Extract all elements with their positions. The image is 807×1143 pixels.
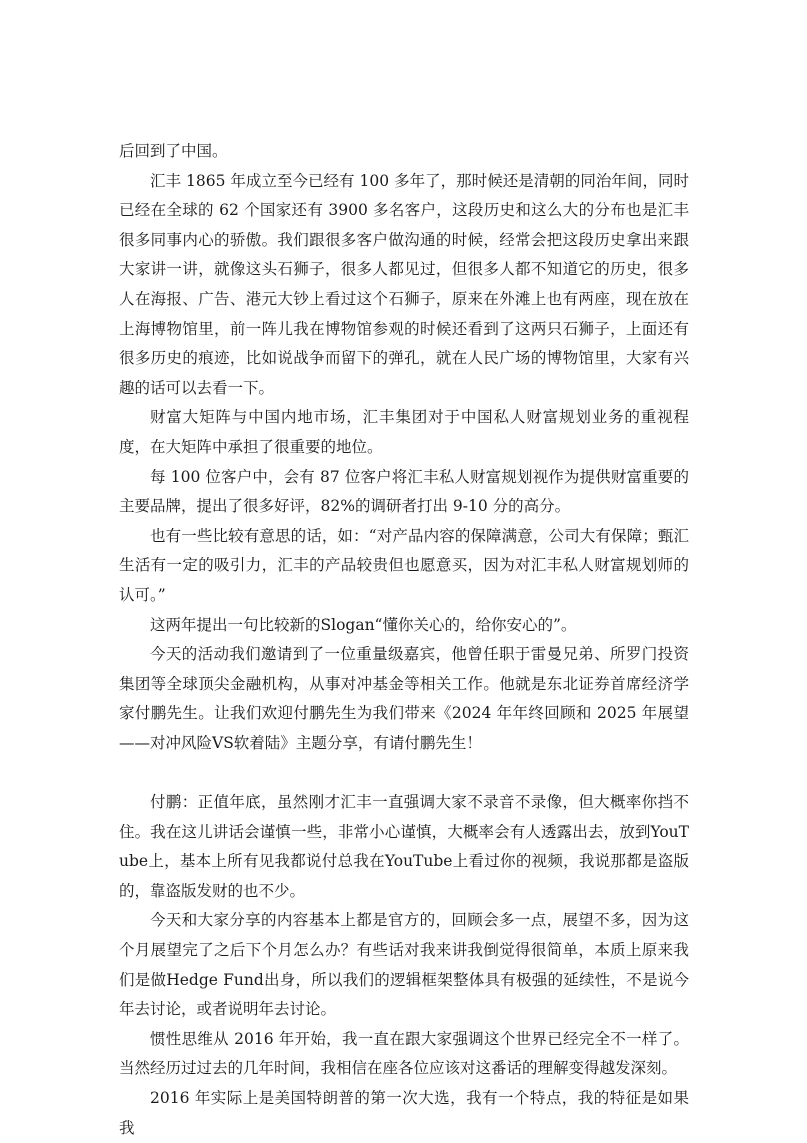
- paragraph-client-quotes: 也有一些比较有意思的话，如：“对产品内容的保障满意，公司大有保障；甄汇生活有一定的吸引力，汇丰的产品较贵但也愿意买，因为对汇丰私人财富规划师的认可。”: [119, 526, 689, 604]
- paragraph-slogan: 这两年提出一句比较新的Slogan“懂你关心的，给你安心的”。: [150, 615, 577, 634]
- paragraph-speaker-opening: 付鹏：正值年底，虽然刚才汇丰一直强调大家不录音不录像，但大概率你挡不住。我在这儿讲话会谨慎一些，非常小心谨慎，大概率会有人透露出去，放到YouTube上，基本上所有见我都说付总我在YouTube上看过你的视频，我说那都是盗版的，靠盗版发财的也不少。: [119, 793, 689, 900]
- paragraph-continuation: 后回到了中国。: [119, 142, 228, 160]
- paragraph-client-survey: 每 100 位客户中，会有 87 位客户将汇丰私人财富规划视作为提供财富重要的主要品牌，提出了很多好评，82%的调研者打出 9-10 分的高分。: [119, 467, 689, 516]
- paragraph-wealth-matrix: 财富大矩阵与中国内地市场，汇丰集团对于中国私人财富规划业务的重视程度，在大矩阵中承担了很重要的地位。: [119, 408, 689, 456]
- paragraph-2016-election: 2016 年实际上是美国特朗普的第一次大选，我有一个特点，我的特征是如果我: [119, 1089, 689, 1137]
- paragraph-hsbc-history: 汇丰 1865 年成立至今已经有 100 多年了，那时候还是清朝的同治年间，同时已经在全球的 62 个国家还有 3900 多名客户，这段历史和这么大的分布也是汇丰很多同事内心的骄傲。我们跟很多客户做沟通的时候，经常会把这段历史拿出来跟大家讲一讲，就像这头石狮子，很多人都见过，但很多人都不知道它的历史，很多人在海报、广告、港元大钞上看过这个石狮子，原来在外滩上也有两座，现在放在上海博物馆里，前一阵儿我在博物馆参观的时候还看到了这两只石狮子，上面还有很多历史的痕迹，比如说战争而留下的弹孔，就在人民广场的博物馆里，大家有兴趣的话可以去看一下。: [119, 171, 689, 397]
- paragraph-guest-intro: 今天的活动我们邀请到了一位重量级嘉宾，他曾任职于雷曼兄弟、所罗门投资集团等全球顶尖金融机构，从事对冲基金等相关工作。他就是东北证券首席经济学家付鹏先生。让我们欢迎付鹏先生为我们带来《2024 年年终回顾和 2025 年展望——对冲风险VS软着陆》主题分享，有请付鹏先生！: [119, 645, 689, 752]
- document-body: [119, 137, 689, 1143]
- paragraph-content-overview: 今天和大家分享的内容基本上都是官方的，回顾会多一点，展望不多，因为这个月展望完了之后下个月怎么办？有些话对我来讲我倒觉得很简单，本质上原来我们是做Hedge Fund出身，所以我们的逻辑框架整体具有极强的延续性，不是说今年去讨论，或者说明年去讨论。: [119, 911, 689, 1019]
- paragraph-inertial-thinking: 惯性思维从 2016 年开始，我一直在跟大家强调这个世界已经完全不一样了。当然经历过过去的几年时间，我相信在座各位应该对这番话的理解变得越发深刻。: [119, 1029, 689, 1078]
